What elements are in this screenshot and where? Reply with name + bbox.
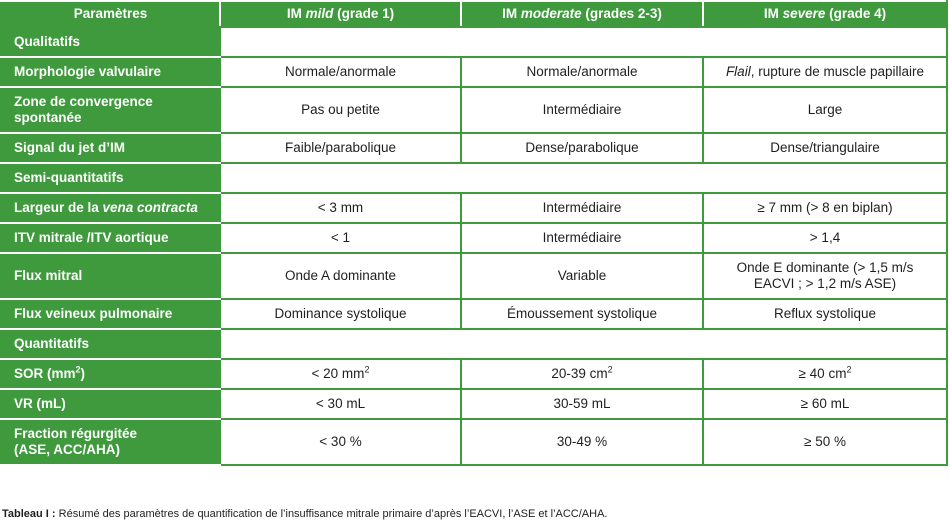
table-caption: Tableau I : Résumé des paramètres de quantification de l’insuffisance mitrale primaire d’après l’EACVI, l’ASE et l’ACC/AHA. bbox=[2, 508, 608, 520]
row-label: Zone de convergence spontanée bbox=[1, 87, 220, 133]
cell-mild: < 20 $mm^2$ bbox=[220, 359, 461, 389]
section-label-quantitatifs: Quantitatifs bbox=[1, 329, 220, 359]
section-blank bbox=[220, 329, 947, 359]
header-im-severe: IM severe (grade 4) bbox=[703, 1, 947, 27]
cell-moderate: 20-39 $cm^2$ bbox=[461, 359, 703, 389]
cell-mild: < 30 mL bbox=[220, 389, 461, 419]
table-row-sor bbox=[1, 359, 947, 389]
row-label: Fraction régurgitée (ASE, ACC/AHA) bbox=[1, 419, 220, 465]
cell-mild: Normale/anormale bbox=[220, 57, 461, 87]
cell-severe: ≥ 60 mL bbox=[703, 389, 947, 419]
cell-moderate: Intermédiaire bbox=[461, 87, 703, 133]
cell-mild: Pas ou petite bbox=[220, 87, 461, 133]
section-row-quantitatifs bbox=[1, 329, 947, 359]
table-row-vr bbox=[1, 389, 947, 419]
cell-severe: > 1,4 bbox=[703, 223, 947, 253]
row-label: Flux mitral bbox=[1, 253, 220, 299]
header-row bbox=[1, 1, 947, 27]
header-parametres: Paramètres bbox=[1, 1, 220, 27]
cell-severe: ≥ 50 % bbox=[703, 419, 947, 465]
row-label: Morphologie valvulaire bbox=[1, 57, 220, 87]
section-label-qualitatifs: Qualitatifs bbox=[1, 27, 220, 57]
cell-severe: ≥ 7 mm (> 8 en biplan) bbox=[703, 193, 947, 223]
row-label: Flux veineux pulmonaire bbox=[1, 299, 220, 329]
table-row-vena-contracta bbox=[1, 193, 947, 223]
cell-mild: Onde A dominante bbox=[220, 253, 461, 299]
cell-severe: ≥ 40 $cm^2$ bbox=[703, 359, 947, 389]
section-row-semi-quantitatifs bbox=[1, 163, 947, 193]
cell-moderate: Émoussement systolique bbox=[461, 299, 703, 329]
cell-mild: < 1 bbox=[220, 223, 461, 253]
cell-moderate: Variable bbox=[461, 253, 703, 299]
cell-severe: Reflux systolique bbox=[703, 299, 947, 329]
header-im-moderate: IM moderate (grades 2-3) bbox=[461, 1, 703, 27]
section-label-semi-quantitatifs: Semi-quantitatifs bbox=[1, 163, 220, 193]
cell-moderate: Normale/anormale bbox=[461, 57, 703, 87]
cell-severe: Onde E dominante (> 1,5 m/s EACVI ; > 1,2 m/s ASE) bbox=[703, 253, 947, 299]
section-blank bbox=[220, 163, 947, 193]
cell-mild: < 3 mm bbox=[220, 193, 461, 223]
table-row-fraction-regurgitee bbox=[1, 419, 947, 465]
row-label: SOR $(mm^2)$ bbox=[1, 359, 220, 389]
row-label: Largeur de la vena contracta bbox=[1, 193, 220, 223]
table-row-flux-veineux bbox=[1, 299, 947, 329]
cell-severe: Dense/triangulaire bbox=[703, 133, 947, 163]
table-row-zone-convergence bbox=[1, 87, 947, 133]
cell-mild: < 30 % bbox=[220, 419, 461, 465]
table-row-morphologie bbox=[1, 57, 947, 87]
row-label: ITV mitrale /ITV aortique bbox=[1, 223, 220, 253]
cell-severe: Large bbox=[703, 87, 947, 133]
section-row-qualitatifs bbox=[1, 27, 947, 57]
row-label: Signal du jet d’IM bbox=[1, 133, 220, 163]
cell-moderate: Intermédiaire bbox=[461, 223, 703, 253]
table-row-flux-mitral bbox=[1, 253, 947, 299]
cell-mild: Dominance systolique bbox=[220, 299, 461, 329]
cell-moderate: Dense/parabolique bbox=[461, 133, 703, 163]
cell-moderate: 30-49 % bbox=[461, 419, 703, 465]
row-label: VR (mL) bbox=[1, 389, 220, 419]
header-im-mild: IM mild (grade 1) bbox=[220, 1, 461, 27]
cell-severe: Flail, rupture de muscle papillaire bbox=[703, 57, 947, 87]
section-blank bbox=[220, 27, 947, 57]
table-row-signal-jet bbox=[1, 133, 947, 163]
table-row-itv bbox=[1, 223, 947, 253]
cell-mild: Faible/parabolique bbox=[220, 133, 461, 163]
cell-moderate: Intermédiaire bbox=[461, 193, 703, 223]
cell-moderate: 30-59 mL bbox=[461, 389, 703, 419]
